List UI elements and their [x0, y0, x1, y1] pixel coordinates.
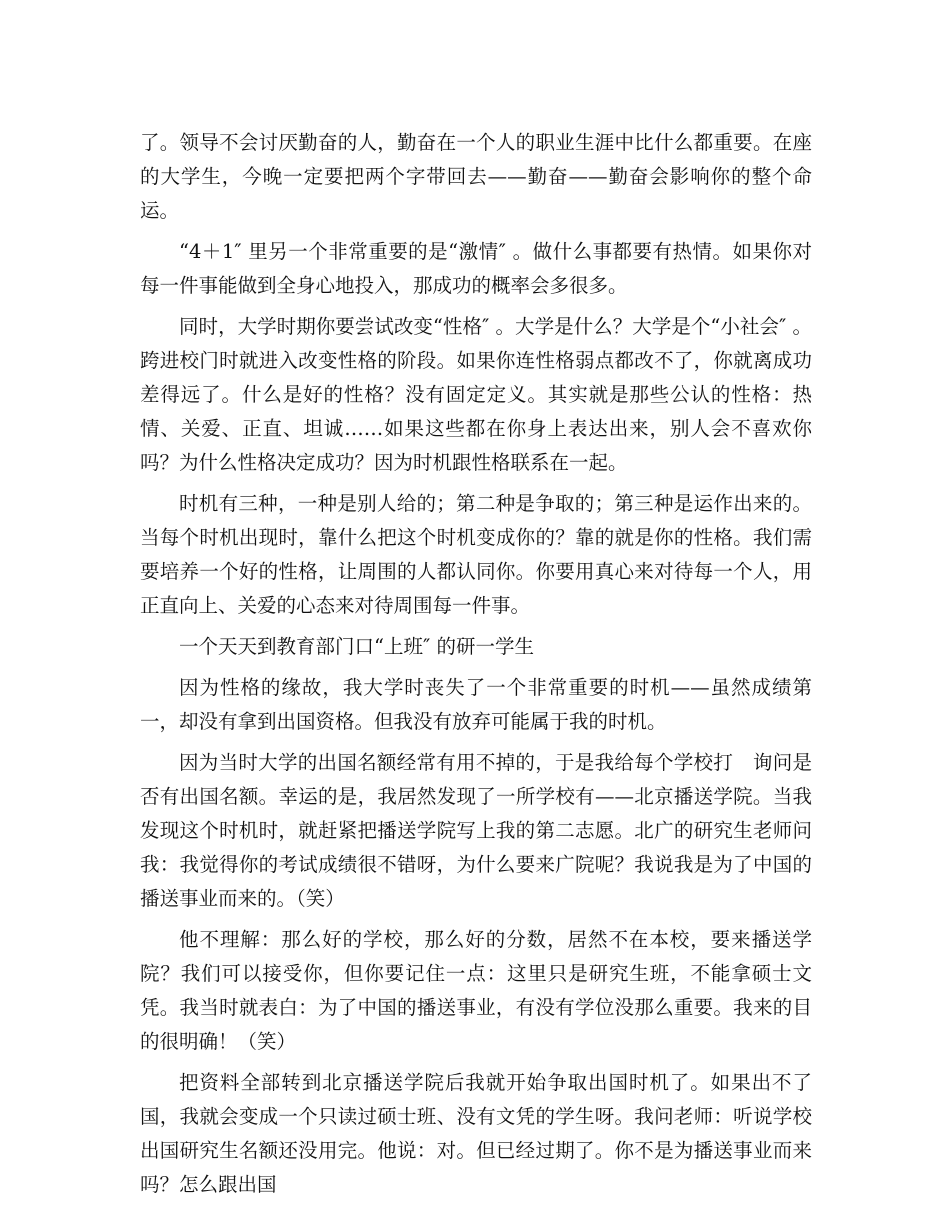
paragraph-opportunity: 时机有三种，一种是别人给的；第二种是争取的；第三种是运作出来的。当每个时机出现时，靠什么把这个时机变成你的？靠的就是你的性格。我们需要培养一个好的性格，让周围的人都认同你。你要用真心来对待每一个人，用正直向上、关爱的心态来对待周围每一件事。 — [140, 492, 812, 617]
paragraph-continuation: 了。领导不会讨厌勤奋的人，勤奋在一个人的职业生涯中比什么都重要。在座的大学生，今晚一定要把两个字带回去——勤奋——勤奋会影响你的整个命运。 — [140, 131, 812, 222]
paragraph-no-degree: 他不理解：那么好的学校，那么好的分数，居然不在本校，要来播送学院？我们可以接受你，但你要记住一点：这里只是研究生班，不能拿硕士文凭。我当时就表白：为了中国的播送事业，有没有学位没那么重要。我来的目的很明确！（笑） — [140, 928, 812, 1053]
paragraph-lost-chance: 因为性格的缘故，我大学时丧失了一个非常重要的时机——虽然成绩第一，却没有拿到出国资格。但我没有放弃可能属于我的时机。 — [140, 676, 812, 733]
document-body — [140, 126, 812, 1209]
paragraph-passion: “4＋1″ 里另一个非常重要的是“激情″ 。做什么事都要有热情。如果你对每一件事能做到全身心地投入，那成功的概率会多很多。 — [140, 240, 812, 297]
paragraph-broadcasting-institute: 因为当时大学的出国名额经常有用不掉的，于是我给每个学校打 询问是否有出国名额。幸运的是，我居然发现了一所学校有——北京播送学院。当我发现这个时机时，就赶紧把播送学院写上我的第二志愿。北广的研究生老师问我：我觉得你的考试成绩很不错呀，为什么要来广院呢？我说我是为了中国的播送事业而来的。（笑） — [140, 751, 812, 910]
paragraph-character: 同时，大学时期你要尝试改变“性格″ 。大学是什么？大学是个“小社会″ 。跨进校门时就进入改变性格的阶段。如果你连性格弱点都改不了，你就离成功差得远了。什么是好的性格？没有固定定义。其实就是那些公认的性格：热情、关爱、正直、坦诚……如果这些都在你身上表达出来，别人会不喜欢你吗？为什么性格决定成功？因为时机跟性格联系在一起。 — [140, 315, 812, 474]
paragraph-seeking-abroad: 把资料全部转到北京播送学院后我就开始争取出国时机了。如果出不了国，我就会变成一个只读过硕士班、没有文凭的学生呀。我问老师：听说学校出国研究生名额还没用完。他说：对。但已经过期了。你不是为播送事业而来吗？怎么跟出国 — [140, 1071, 812, 1196]
section-heading: 一个天天到教育部门口“上班″ 的研一学生 — [179, 635, 534, 658]
